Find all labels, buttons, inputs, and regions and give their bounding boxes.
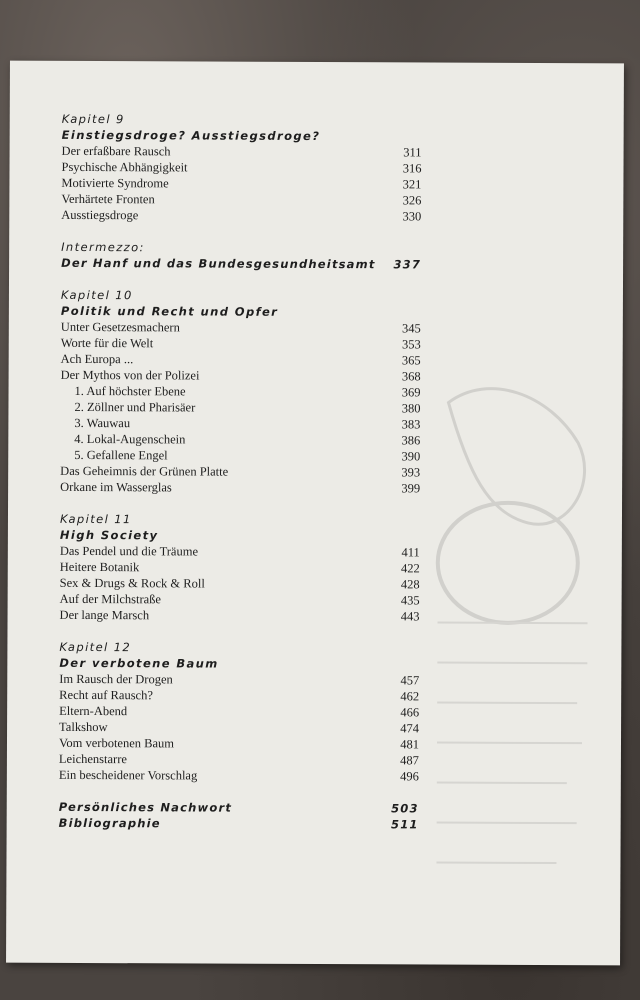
entry-title: Persönliches Nachwort [58, 799, 233, 815]
entry-page: 326 [402, 193, 422, 208]
entry-page: 462 [400, 689, 420, 704]
chapter-label: Kapitel 12 [59, 639, 132, 655]
toc-entry [61, 159, 421, 177]
toc-entry [59, 719, 419, 737]
entry-page: 337 [393, 257, 422, 272]
back-matter [59, 799, 419, 833]
toc-subentry [60, 447, 420, 465]
chapter-12 [59, 639, 420, 785]
show-through-illustration [426, 362, 598, 923]
toc-entry [59, 671, 419, 689]
entry-title: Der erfaßbare Rausch [61, 143, 171, 159]
entry-page: 393 [401, 465, 421, 480]
entry-page: 428 [400, 577, 420, 592]
entry-title: Ein bescheidener Vorschlag [58, 767, 198, 783]
entry-page: 503 [391, 801, 419, 816]
entry-title: 2. Zöllner und Pharisäer [74, 399, 196, 415]
toc-entry [61, 255, 421, 273]
toc-entry [59, 703, 419, 721]
entry-page: 457 [400, 673, 420, 688]
entry-title: Das Geheimnis der Grünen Platte [60, 463, 229, 479]
entry-title: Orkane im Wasserglas [60, 479, 172, 495]
toc-entry [59, 767, 419, 785]
entry-page: 411 [401, 545, 420, 560]
entry-title: Unter Gesetzesmachern [60, 319, 180, 335]
entry-page: 496 [400, 769, 419, 784]
toc-entry [59, 799, 419, 817]
entry-page: 511 [391, 817, 419, 832]
toc-entry [60, 479, 420, 497]
entry-page: 481 [400, 737, 420, 752]
chapter-9 [61, 111, 421, 225]
entry-page: 316 [402, 161, 422, 176]
toc-entry [61, 191, 421, 209]
entry-page: 386 [401, 433, 421, 448]
entry-title: 3. Wauwau [74, 415, 131, 431]
entry-title: 4. Lokal-Augenschein [74, 431, 186, 447]
toc-entry [61, 207, 421, 225]
entry-title: Der lange Marsch [59, 607, 150, 623]
entry-page: 399 [401, 481, 421, 496]
toc-entry [60, 559, 420, 577]
chapter-label: Kapitel 11 [59, 511, 132, 527]
entry-title: Im Rausch der Drogen [59, 671, 173, 687]
intermezzo-label: Intermezzo: [61, 239, 145, 255]
toc-entry [59, 751, 419, 769]
entry-page: 321 [402, 177, 422, 192]
toc-entry [60, 607, 420, 625]
toc-subentry [60, 399, 420, 417]
toc-subentry [60, 383, 420, 401]
toc-entry [60, 575, 420, 593]
book-page [6, 61, 624, 966]
entry-title: Vom verbotenen Baum [58, 735, 175, 751]
toc-entry [61, 351, 421, 369]
table-of-contents [59, 111, 422, 849]
entry-title: Psychische Abhängigkeit [61, 159, 188, 175]
toc-entry [61, 335, 421, 353]
toc-entry [59, 735, 419, 753]
entry-page: 435 [400, 593, 420, 608]
toc-entry [59, 687, 419, 705]
chapter-label: Kapitel 9 [61, 111, 125, 127]
entry-title: Recht auf Rausch? [59, 687, 153, 703]
toc-entry [59, 815, 419, 833]
entry-page: 443 [400, 609, 420, 624]
entry-page: 311 [403, 145, 422, 160]
entry-title: Eltern-Abend [59, 703, 128, 719]
chapter-title: High Society [59, 527, 159, 543]
entry-title: Worte für die Welt [60, 335, 154, 351]
chapter-11 [60, 511, 420, 625]
entry-page: 369 [401, 385, 421, 400]
entry-title: Motivierte Syndrome [61, 175, 169, 191]
entry-page: 487 [400, 753, 419, 768]
entry-page: 365 [401, 353, 421, 368]
intermezzo-title: Der Hanf und das Bundesgesundheitsamt [61, 255, 376, 272]
toc-entry [61, 367, 421, 385]
entry-title: Heitere Botanik [59, 559, 140, 575]
toc-entry [60, 543, 420, 561]
entry-title: Das Pendel und die Träume [59, 543, 199, 559]
chapter-title: Politik und Recht und Opfer [60, 303, 279, 319]
entry-title: Ausstiegsdroge [61, 207, 139, 223]
chapter-title: Der verbotene Baum [59, 655, 219, 671]
toc-subentry [60, 431, 420, 449]
toc-subentry [60, 415, 420, 433]
chapter-10 [60, 287, 421, 497]
entry-page: 466 [400, 705, 420, 720]
toc-entry [61, 319, 421, 337]
entry-title: Talkshow [59, 719, 108, 735]
entry-title: Leichenstarre [58, 751, 127, 767]
entry-title: 1. Auf höchster Ebene [74, 383, 186, 399]
entry-page: 383 [401, 417, 421, 432]
entry-title: Auf der Milchstraße [59, 591, 162, 607]
chapter-title: Einstiegsdroge? Ausstiegsdroge? [61, 127, 321, 144]
chapter-label: Kapitel 10 [60, 287, 133, 303]
entry-page: 474 [400, 721, 420, 736]
entry-title: 5. Gefallene Engel [74, 447, 168, 463]
entry-page: 353 [401, 337, 421, 352]
entry-title: Bibliographie [58, 815, 161, 831]
toc-entry [61, 175, 421, 193]
entry-title: Verhärtete Fronten [61, 191, 155, 207]
toc-entry [62, 143, 422, 161]
entry-page: 345 [402, 321, 421, 336]
entry-page: 330 [402, 209, 422, 224]
entry-title: Der Mythos von der Polizei [60, 367, 200, 383]
intermezzo [61, 239, 421, 273]
toc-entry [60, 591, 420, 609]
entry-page: 390 [401, 449, 421, 464]
entry-page: 422 [400, 561, 420, 576]
entry-page: 380 [401, 401, 421, 416]
toc-entry [60, 463, 420, 481]
entry-page: 368 [401, 369, 421, 384]
entry-title: Sex & Drugs & Rock & Roll [59, 575, 205, 591]
entry-title: Ach Europa ... [60, 351, 134, 367]
